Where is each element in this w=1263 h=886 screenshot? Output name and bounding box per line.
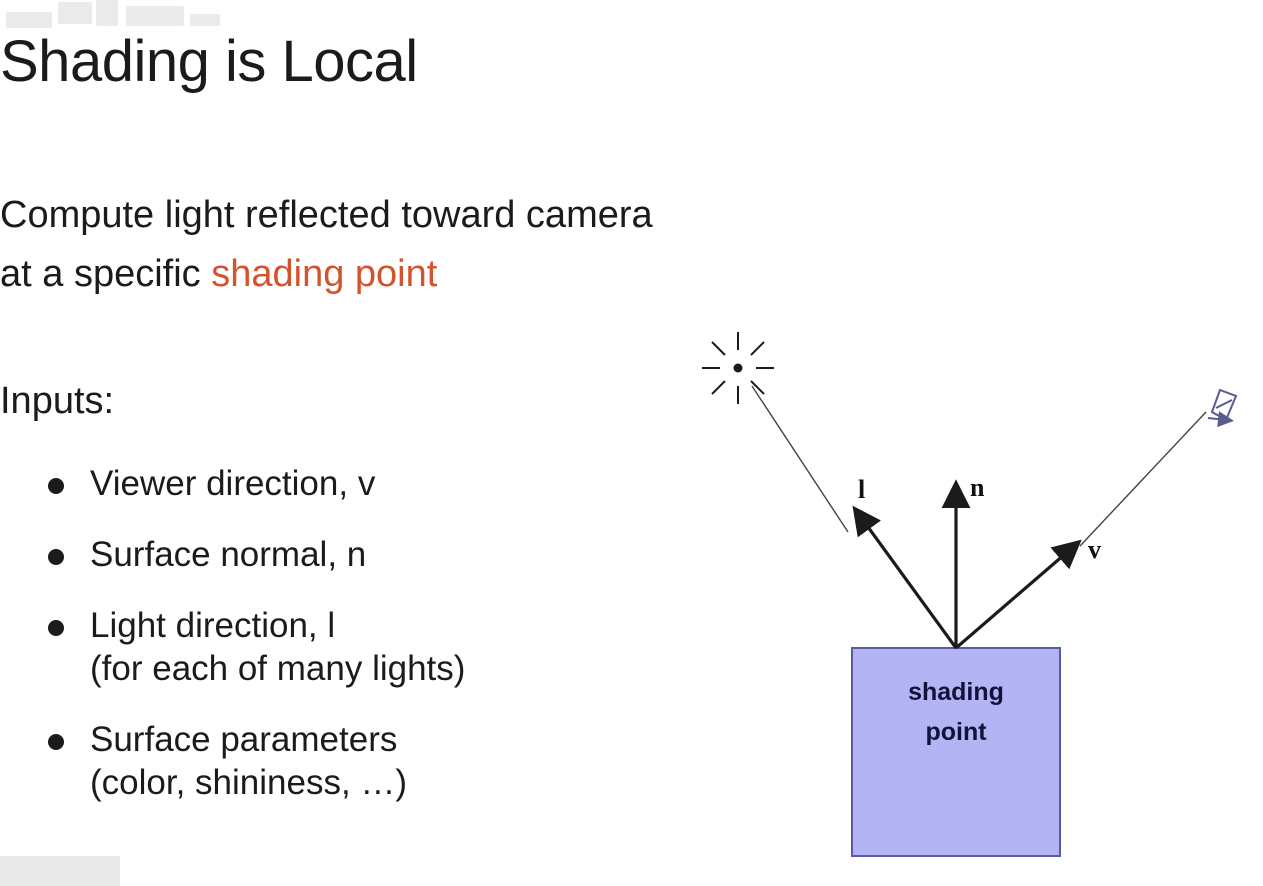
shading-diagram — [660, 300, 1260, 880]
list-item-label: Viewer direction, v — [90, 464, 376, 503]
list-item-sublabel: (for each of many lights) — [90, 649, 466, 688]
inputs-bullet-list — [40, 462, 740, 832]
lead-line-1: Compute light reflected toward camera — [0, 194, 653, 236]
list-item-sublabel: (color, shininess, …) — [90, 763, 408, 802]
top-artifact-1 — [6, 12, 52, 28]
surface-caption-line-1: shading — [908, 678, 1004, 706]
label-light-vector: l — [858, 475, 866, 504]
top-artifact-2 — [58, 2, 92, 24]
list-item — [40, 718, 740, 804]
list-item — [40, 462, 740, 505]
surface-caption-line-2: point — [925, 718, 987, 746]
bullet-dot-icon — [48, 478, 64, 494]
lead-line-2-prefix: at a specific — [0, 253, 212, 295]
light-direction-vector — [860, 516, 956, 648]
outgoing-view-ray — [1080, 412, 1206, 546]
list-item-label: Light direction, l — [90, 606, 336, 645]
list-item-label: Surface normal, n — [90, 535, 367, 574]
bullet-dot-icon — [48, 549, 64, 565]
page-title: Shading is Local — [0, 29, 418, 94]
label-normal-vector: n — [970, 473, 985, 502]
bullet-dot-icon — [48, 620, 64, 636]
shading-point-highlight: shading point — [211, 253, 438, 295]
viewer-direction-vector — [956, 548, 1072, 648]
lead-paragraph — [0, 186, 653, 304]
bottom-left-artifact — [0, 856, 120, 886]
incident-light-ray — [752, 386, 848, 532]
top-artifact-5 — [190, 14, 220, 26]
list-item — [40, 533, 740, 576]
lead-line-2 — [0, 245, 653, 304]
inputs-heading: Inputs: — [0, 380, 115, 422]
top-artifact-4 — [126, 6, 184, 26]
camera-icon — [1208, 390, 1236, 420]
bullet-dot-icon — [48, 734, 64, 750]
label-view-vector: v — [1088, 535, 1101, 564]
list-item-label: Surface parameters — [90, 720, 398, 759]
list-item — [40, 604, 740, 690]
light-source-icon — [702, 332, 774, 404]
top-artifact-3 — [96, 0, 118, 26]
